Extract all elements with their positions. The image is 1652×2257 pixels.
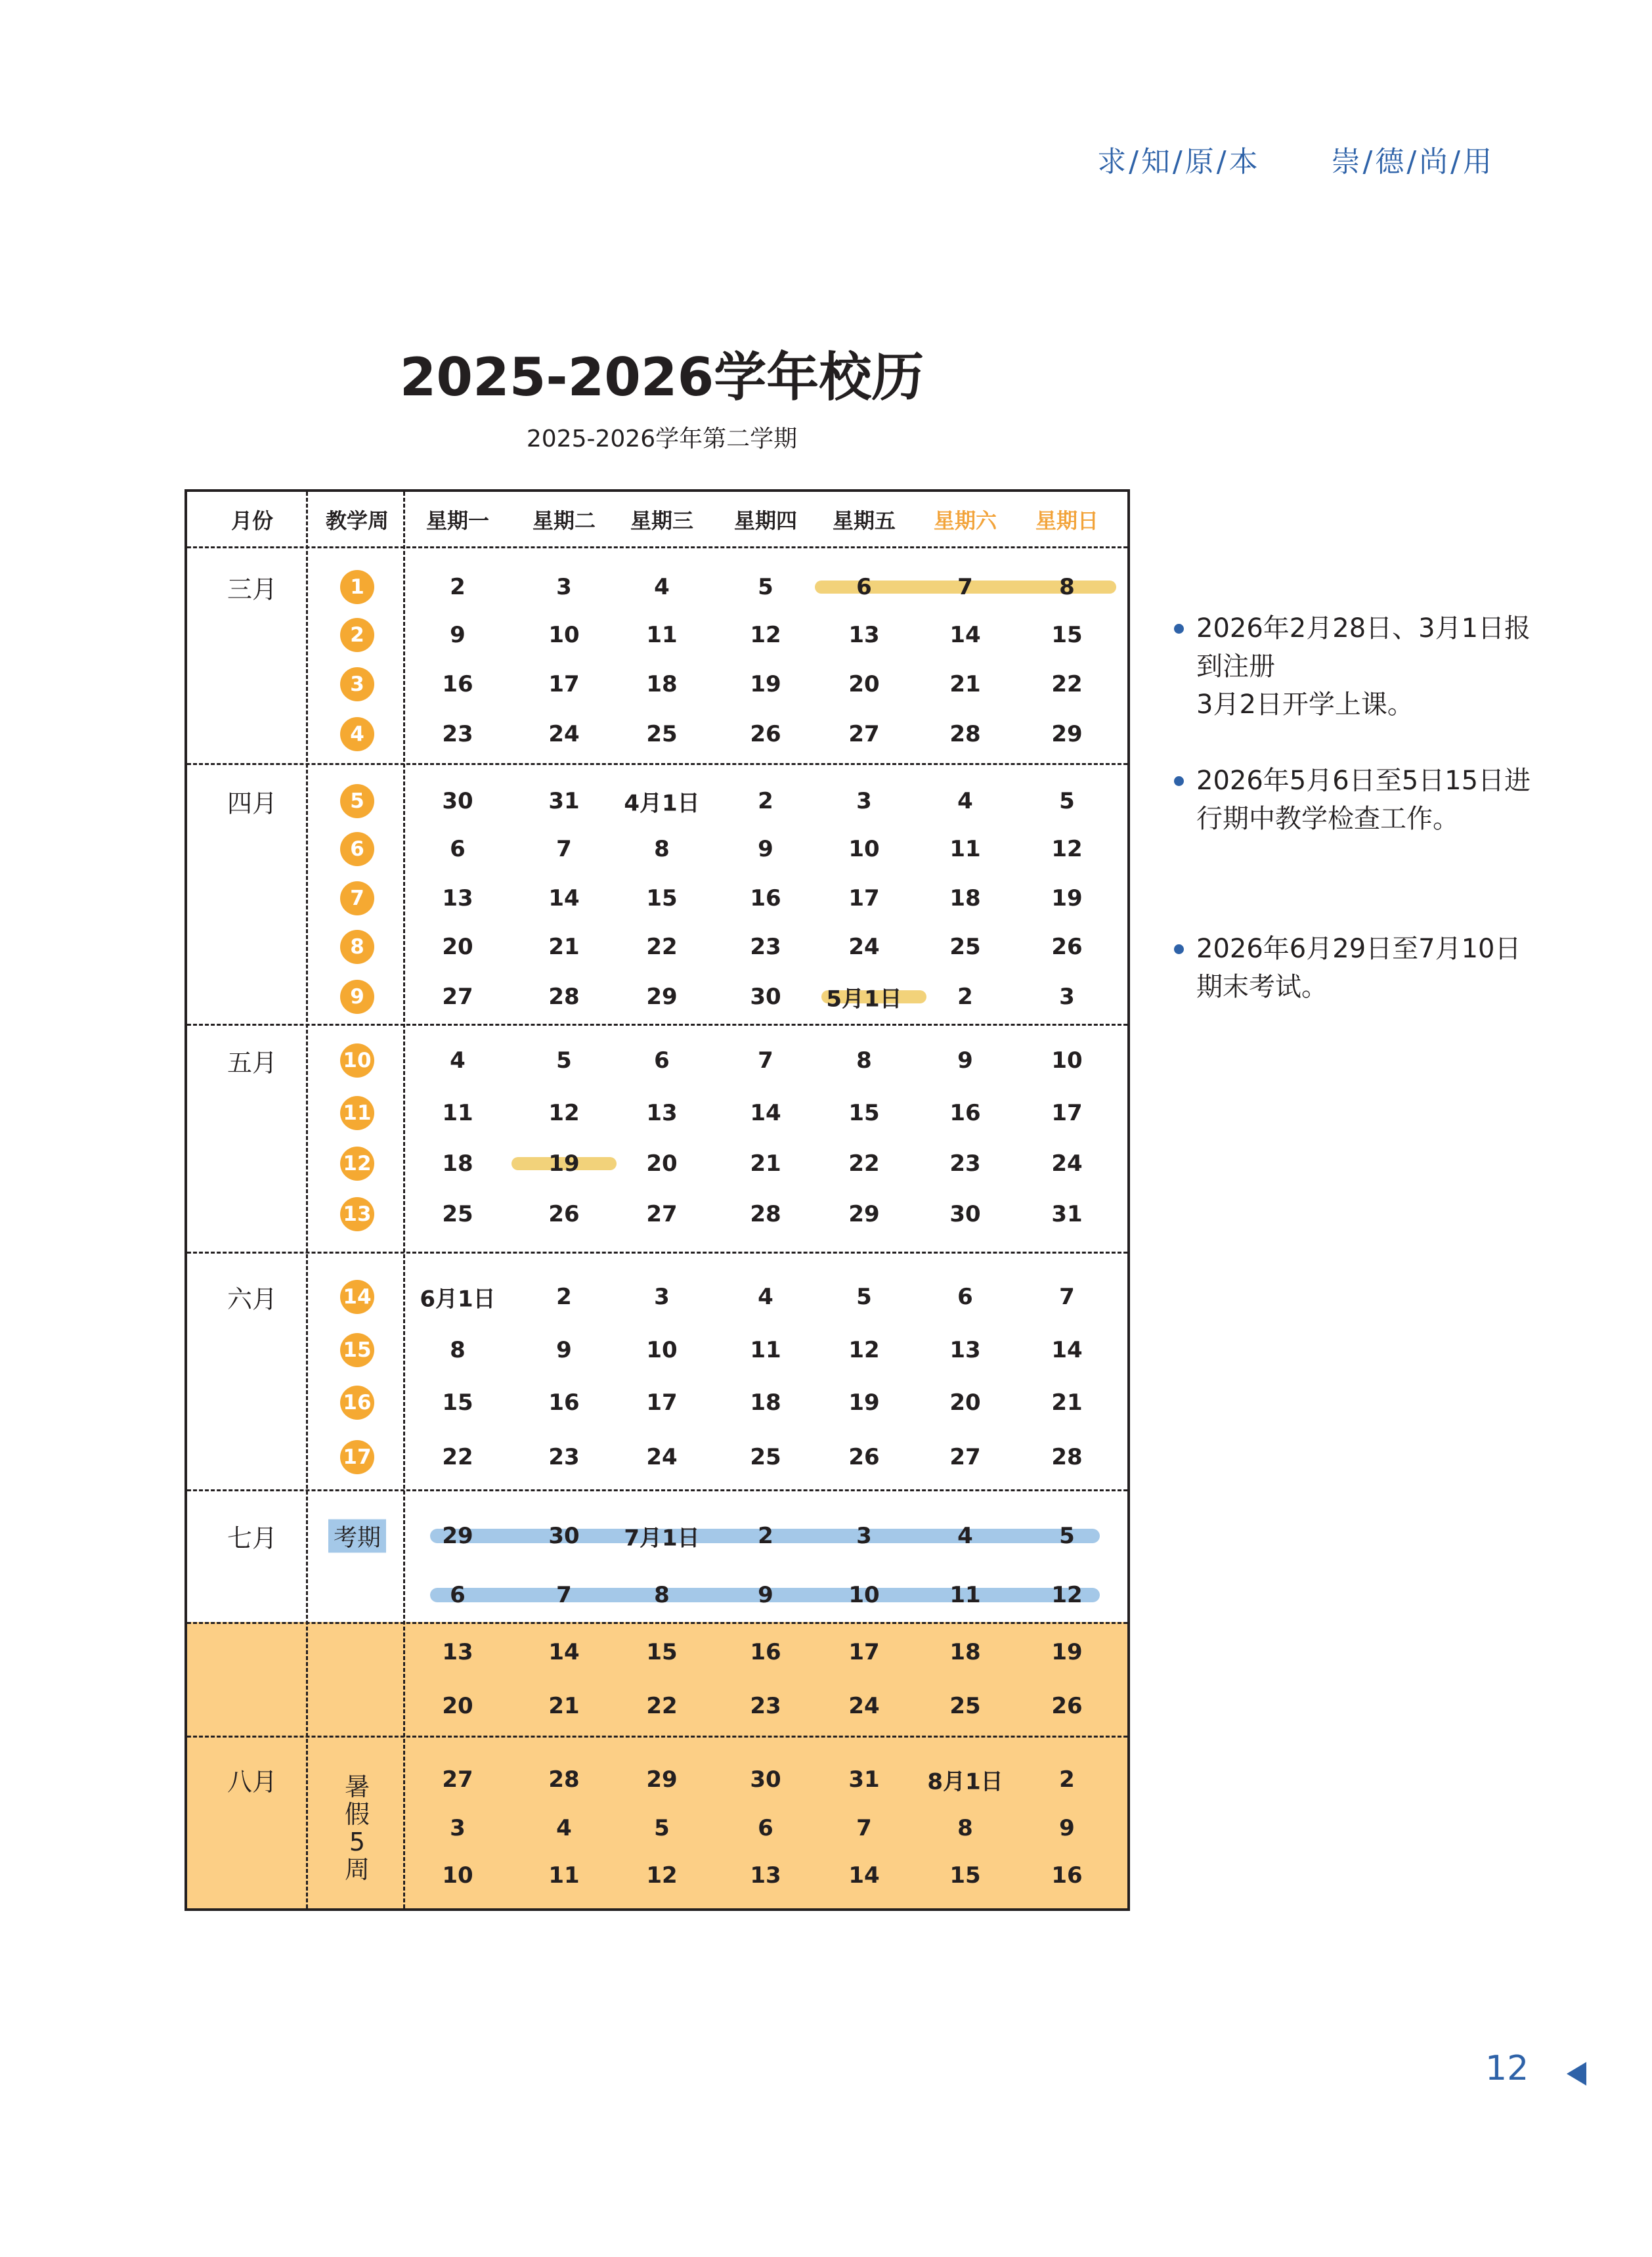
date-cell: 29 bbox=[442, 1523, 473, 1549]
note-text: 2026年2月28日、3月1日报到注册 3月2日开学上课。 bbox=[1196, 613, 1531, 720]
date-cell: 21 bbox=[949, 671, 981, 697]
row-divider bbox=[187, 763, 1127, 765]
date-cell: 4 bbox=[556, 1815, 572, 1841]
date-cell: 26 bbox=[548, 1201, 580, 1227]
date-cell: 4月1日 bbox=[624, 790, 700, 817]
date-cell: 9 bbox=[758, 1582, 773, 1608]
date-cell: 18 bbox=[442, 1150, 473, 1177]
date-cell: 6 bbox=[957, 1284, 973, 1310]
teaching-week-badge: 14 bbox=[340, 1280, 374, 1314]
date-cell: 9 bbox=[758, 836, 773, 862]
date-cell: 27 bbox=[442, 1766, 473, 1793]
date-cell: 22 bbox=[442, 1444, 473, 1470]
date-cell: 10 bbox=[646, 1337, 678, 1363]
date-cell: 11 bbox=[949, 1582, 981, 1608]
date-cell: 5 bbox=[758, 574, 773, 600]
date-cell: 20 bbox=[442, 934, 473, 960]
date-cell: 12 bbox=[1051, 836, 1083, 862]
header-weekday: 星期一 bbox=[425, 508, 490, 533]
page-title: 2025-2026学年校历 bbox=[399, 347, 924, 408]
date-cell: 25 bbox=[442, 1201, 473, 1227]
bullet-icon bbox=[1174, 624, 1184, 634]
date-cell: 19 bbox=[548, 1150, 580, 1177]
month-label: 七月 bbox=[227, 1523, 278, 1553]
date-cell: 16 bbox=[548, 1390, 580, 1416]
month-label: 三月 bbox=[227, 575, 278, 604]
bullet-icon bbox=[1174, 776, 1184, 786]
date-cell: 26 bbox=[1051, 934, 1083, 960]
date-cell: 21 bbox=[1051, 1390, 1083, 1416]
date-cell: 18 bbox=[750, 1390, 781, 1416]
date-cell: 3 bbox=[556, 574, 572, 600]
date-cell: 31 bbox=[848, 1766, 880, 1793]
date-cell: 8月1日 bbox=[927, 1768, 1003, 1795]
date-cell: 30 bbox=[750, 984, 781, 1010]
header-month: 月份 bbox=[230, 508, 274, 533]
date-cell: 30 bbox=[548, 1523, 580, 1549]
date-cell: 10 bbox=[848, 1582, 880, 1608]
date-cell: 28 bbox=[548, 984, 580, 1010]
date-cell: 12 bbox=[1051, 1582, 1083, 1608]
date-cell: 2 bbox=[556, 1284, 572, 1310]
teaching-week-badge: 17 bbox=[340, 1440, 374, 1474]
school-motto bbox=[1097, 138, 1494, 180]
date-cell: 11 bbox=[949, 836, 981, 862]
date-cell: 20 bbox=[442, 1693, 473, 1719]
date-cell: 3 bbox=[450, 1815, 466, 1841]
date-cell: 18 bbox=[949, 1639, 981, 1665]
row-divider bbox=[187, 546, 1127, 548]
date-cell: 4 bbox=[957, 788, 973, 814]
date-cell: 24 bbox=[548, 721, 580, 747]
date-cell: 31 bbox=[548, 788, 580, 814]
date-cell: 5 bbox=[556, 1047, 572, 1074]
date-cell: 25 bbox=[750, 1444, 781, 1470]
date-cell: 13 bbox=[646, 1100, 678, 1126]
date-cell: 16 bbox=[949, 1100, 981, 1126]
date-cell: 31 bbox=[1051, 1201, 1083, 1227]
vacation-label-char: 暑 bbox=[344, 1772, 370, 1801]
date-cell: 5 bbox=[654, 1815, 670, 1841]
row-divider bbox=[187, 1024, 1127, 1026]
date-cell: 28 bbox=[750, 1201, 781, 1227]
date-cell: 24 bbox=[646, 1444, 678, 1470]
date-cell: 30 bbox=[750, 1766, 781, 1793]
date-cell: 22 bbox=[848, 1150, 880, 1177]
date-cell: 24 bbox=[1051, 1150, 1083, 1177]
motto-right: 崇/德/尚/用 bbox=[1331, 145, 1494, 179]
date-cell: 15 bbox=[848, 1100, 880, 1126]
date-cell: 17 bbox=[848, 885, 880, 911]
date-cell: 29 bbox=[848, 1201, 880, 1227]
date-cell: 2 bbox=[450, 574, 466, 600]
date-cell: 27 bbox=[442, 984, 473, 1010]
teaching-week-badge: 8 bbox=[340, 930, 374, 964]
date-cell: 17 bbox=[646, 1390, 678, 1416]
month-label: 八月 bbox=[227, 1767, 278, 1797]
date-cell: 5月1日 bbox=[826, 986, 902, 1013]
date-cell: 29 bbox=[646, 984, 678, 1010]
date-cell: 7 bbox=[856, 1815, 872, 1841]
date-cell: 27 bbox=[646, 1201, 678, 1227]
date-cell: 26 bbox=[750, 721, 781, 747]
date-cell: 18 bbox=[646, 671, 678, 697]
date-cell: 20 bbox=[848, 671, 880, 697]
date-cell: 10 bbox=[848, 836, 880, 862]
note-text: 2026年6月29日至7月10日期末考试。 bbox=[1196, 934, 1521, 1002]
date-cell: 24 bbox=[848, 934, 880, 960]
date-cell: 13 bbox=[442, 1639, 473, 1665]
teaching-week-badge: 6 bbox=[340, 832, 374, 866]
date-cell: 25 bbox=[949, 934, 981, 960]
date-cell: 21 bbox=[548, 934, 580, 960]
date-cell: 29 bbox=[646, 1766, 678, 1793]
date-cell: 28 bbox=[1051, 1444, 1083, 1470]
month-label: 四月 bbox=[227, 789, 278, 818]
teaching-week-badge: 16 bbox=[340, 1386, 374, 1420]
date-cell: 13 bbox=[848, 622, 880, 648]
date-cell: 15 bbox=[949, 1862, 981, 1889]
date-cell: 15 bbox=[646, 1639, 678, 1665]
page-subtitle: 2025-2026学年第二学期 bbox=[526, 426, 798, 452]
date-cell: 17 bbox=[548, 671, 580, 697]
date-cell: 16 bbox=[1051, 1862, 1083, 1889]
teaching-week-badge: 1 bbox=[340, 570, 374, 604]
page-number: 12 bbox=[1485, 2049, 1529, 2088]
date-cell: 14 bbox=[848, 1862, 880, 1889]
date-cell: 27 bbox=[949, 1444, 981, 1470]
date-cell: 13 bbox=[949, 1337, 981, 1363]
date-cell: 23 bbox=[442, 721, 473, 747]
date-cell: 15 bbox=[646, 885, 678, 911]
date-cell: 7 bbox=[1059, 1284, 1075, 1310]
date-cell: 22 bbox=[646, 1693, 678, 1719]
date-cell: 5 bbox=[856, 1284, 872, 1310]
row-divider bbox=[187, 1622, 1127, 1624]
date-cell: 17 bbox=[1051, 1100, 1083, 1126]
date-cell: 21 bbox=[750, 1150, 781, 1177]
date-cell: 4 bbox=[758, 1284, 773, 1310]
row-divider bbox=[187, 1252, 1127, 1254]
date-cell: 6 bbox=[450, 1582, 466, 1608]
date-cell: 10 bbox=[442, 1862, 473, 1889]
date-cell: 10 bbox=[548, 622, 580, 648]
date-cell: 2 bbox=[758, 1523, 773, 1549]
date-cell: 14 bbox=[750, 1100, 781, 1126]
date-cell: 30 bbox=[442, 788, 473, 814]
teaching-week-badge: 9 bbox=[340, 980, 374, 1014]
date-cell: 22 bbox=[646, 934, 678, 960]
date-cell: 11 bbox=[646, 622, 678, 648]
date-cell: 13 bbox=[442, 885, 473, 911]
date-cell: 3 bbox=[1059, 984, 1075, 1010]
date-cell: 30 bbox=[949, 1201, 981, 1227]
teaching-week-badge: 3 bbox=[340, 667, 374, 701]
header-weekday: 星期四 bbox=[733, 508, 798, 533]
note-text: 2026年5月6日至5日15日进行期中教学检查工作。 bbox=[1196, 766, 1531, 834]
date-cell: 19 bbox=[1051, 885, 1083, 911]
column-divider bbox=[403, 492, 405, 1908]
date-cell: 3 bbox=[856, 788, 872, 814]
vacation-label-char: 周 bbox=[344, 1855, 370, 1884]
date-cell: 26 bbox=[1051, 1693, 1083, 1719]
date-cell: 11 bbox=[750, 1337, 781, 1363]
date-cell: 23 bbox=[949, 1150, 981, 1177]
date-cell: 8 bbox=[856, 1047, 872, 1074]
teaching-week-badge: 12 bbox=[340, 1147, 374, 1181]
date-cell: 3 bbox=[856, 1523, 872, 1549]
date-cell: 25 bbox=[646, 721, 678, 747]
bullet-icon bbox=[1174, 944, 1184, 954]
date-cell: 27 bbox=[848, 721, 880, 747]
date-cell: 8 bbox=[654, 836, 670, 862]
date-cell: 24 bbox=[848, 1693, 880, 1719]
date-cell: 12 bbox=[548, 1100, 580, 1126]
date-cell: 6 bbox=[758, 1815, 773, 1841]
date-cell: 18 bbox=[949, 885, 981, 911]
arrow-left-icon bbox=[1567, 2062, 1586, 2086]
date-cell: 12 bbox=[750, 622, 781, 648]
date-cell: 9 bbox=[1059, 1815, 1075, 1841]
date-cell: 13 bbox=[750, 1862, 781, 1889]
date-cell: 26 bbox=[848, 1444, 880, 1470]
date-cell: 22 bbox=[1051, 671, 1083, 697]
date-cell: 15 bbox=[1051, 622, 1083, 648]
date-cell: 9 bbox=[556, 1337, 572, 1363]
date-cell: 28 bbox=[548, 1766, 580, 1793]
date-cell: 2 bbox=[1059, 1766, 1075, 1793]
column-divider bbox=[306, 492, 308, 1908]
vacation-label-char: 5 bbox=[349, 1828, 366, 1856]
exam-period-label: 考期 bbox=[328, 1520, 386, 1553]
date-cell: 14 bbox=[949, 622, 981, 648]
teaching-week-badge: 2 bbox=[340, 618, 374, 652]
date-cell: 9 bbox=[450, 622, 466, 648]
header-week: 教学周 bbox=[325, 508, 389, 533]
date-cell: 16 bbox=[750, 1639, 781, 1665]
date-cell: 7 bbox=[758, 1047, 773, 1074]
header-weekday: 星期三 bbox=[630, 508, 694, 533]
month-label: 六月 bbox=[227, 1284, 278, 1314]
teaching-week-badge: 7 bbox=[340, 881, 374, 915]
date-cell: 2 bbox=[957, 984, 973, 1010]
date-cell: 21 bbox=[548, 1693, 580, 1719]
date-cell: 29 bbox=[1051, 721, 1083, 747]
date-cell: 20 bbox=[949, 1390, 981, 1416]
header-weekday: 星期六 bbox=[933, 508, 997, 533]
month-label: 五月 bbox=[227, 1048, 278, 1078]
date-cell: 14 bbox=[1051, 1337, 1083, 1363]
date-cell: 14 bbox=[548, 885, 580, 911]
date-cell: 14 bbox=[548, 1639, 580, 1665]
header-weekday: 星期日 bbox=[1035, 508, 1099, 533]
date-cell: 6月1日 bbox=[420, 1286, 496, 1313]
teaching-week-badge: 4 bbox=[340, 717, 374, 751]
date-cell: 7 bbox=[556, 1582, 572, 1608]
academic-calendar-table bbox=[185, 489, 1130, 1911]
date-cell: 15 bbox=[442, 1390, 473, 1416]
date-cell: 7月1日 bbox=[624, 1525, 700, 1552]
date-cell: 23 bbox=[548, 1444, 580, 1470]
date-cell: 10 bbox=[1051, 1047, 1083, 1074]
date-cell: 23 bbox=[750, 1693, 781, 1719]
date-cell: 19 bbox=[750, 671, 781, 697]
date-cell: 28 bbox=[949, 721, 981, 747]
date-cell: 6 bbox=[856, 574, 872, 600]
date-cell: 16 bbox=[442, 671, 473, 697]
date-cell: 5 bbox=[1059, 1523, 1075, 1549]
date-cell: 20 bbox=[646, 1150, 678, 1177]
date-cell: 4 bbox=[957, 1523, 973, 1549]
teaching-week-badge: 10 bbox=[340, 1043, 374, 1078]
date-cell: 6 bbox=[654, 1047, 670, 1074]
date-cell: 7 bbox=[957, 574, 973, 600]
teaching-week-badge: 13 bbox=[340, 1197, 374, 1231]
teaching-week-badge: 5 bbox=[340, 784, 374, 818]
date-cell: 4 bbox=[450, 1047, 466, 1074]
row-divider bbox=[187, 1736, 1127, 1738]
date-cell: 25 bbox=[949, 1693, 981, 1719]
date-cell: 5 bbox=[1059, 788, 1075, 814]
header-weekday: 星期五 bbox=[832, 508, 896, 533]
date-cell: 11 bbox=[548, 1862, 580, 1889]
date-cell: 8 bbox=[450, 1337, 466, 1363]
date-cell: 12 bbox=[848, 1337, 880, 1363]
date-cell: 8 bbox=[957, 1815, 973, 1841]
date-cell: 19 bbox=[1051, 1639, 1083, 1665]
date-cell: 17 bbox=[848, 1639, 880, 1665]
header-weekday: 星期二 bbox=[532, 508, 596, 533]
motto-left: 求/知/原/本 bbox=[1097, 145, 1261, 179]
date-cell: 4 bbox=[654, 574, 670, 600]
row-divider bbox=[187, 1489, 1127, 1491]
date-cell: 12 bbox=[646, 1862, 678, 1889]
teaching-week-badge: 15 bbox=[340, 1333, 374, 1367]
date-cell: 3 bbox=[654, 1284, 670, 1310]
date-cell: 2 bbox=[758, 788, 773, 814]
date-cell: 8 bbox=[654, 1582, 670, 1608]
date-cell: 7 bbox=[556, 836, 572, 862]
date-cell: 16 bbox=[750, 885, 781, 911]
summer-vacation-label bbox=[343, 1773, 372, 1883]
date-cell: 19 bbox=[848, 1390, 880, 1416]
date-cell: 23 bbox=[750, 934, 781, 960]
date-cell: 8 bbox=[1059, 574, 1075, 600]
teaching-week-badge: 11 bbox=[340, 1096, 374, 1130]
date-cell: 11 bbox=[442, 1100, 473, 1126]
vacation-label-char: 假 bbox=[344, 1800, 370, 1829]
date-cell: 6 bbox=[450, 836, 466, 862]
date-cell: 9 bbox=[957, 1047, 973, 1074]
